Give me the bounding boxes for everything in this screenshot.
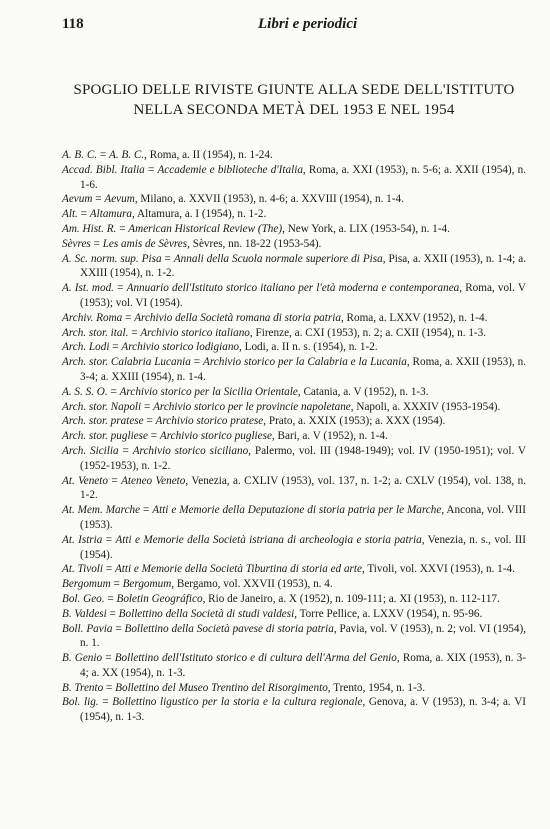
entry-full-title: American Historical Review (The) (128, 222, 283, 235)
entry-separator: = (161, 252, 174, 265)
entry-separator: = (110, 578, 123, 591)
entry-details: , Roma, a. LXXV (1952), n. 1-4. (340, 311, 488, 324)
entry-full-title: Atti e Memorie della Società istriana di archeologia e storia patria (115, 533, 422, 546)
periodical-entry (62, 695, 526, 725)
entry-full-title: Accademie e biblioteche d'Italia (157, 163, 303, 176)
periodical-entry (62, 444, 526, 474)
entry-details: , Prato, a. XXIX (1953); a. XXX (1954). (263, 415, 446, 428)
entry-details: , Milano, a. XXVII (1953), n. 4-6; a. XXVIII (1954), n. 1-4. (134, 193, 404, 206)
entry-full-title: Archivio storico per la Calabria e la Lucania (202, 356, 407, 369)
periodical-entry (62, 400, 526, 415)
entry-full-title: Bollettino ligustico per la storia e la cultura regionale (112, 696, 363, 709)
entry-full-title: Archivio storico italiano (140, 326, 250, 339)
entry-abbreviation: Accad. Bibl. Italia (62, 163, 145, 176)
periodical-entry (62, 577, 526, 592)
entry-abbreviation: A. Ist. mod. (62, 282, 114, 295)
entry-abbreviation: B. Trento (62, 681, 104, 694)
periodical-entry (62, 429, 526, 444)
entry-abbreviation: Arch. stor. ital. (62, 326, 129, 339)
entry-full-title: Archivio storico pratese (155, 415, 264, 428)
entry-abbreviation: A. Sc. norm. sup. Pisa (62, 252, 162, 265)
entry-separator: = (140, 504, 153, 517)
entry-details: , Catania, a. V (1952), n. 1-3. (297, 385, 429, 398)
entry-details: , Palermo, vol. III (1948-1949); vol. IV (1950-1951); vol. V (1952-1953), n. 1-2. (80, 444, 526, 472)
entry-separator: = (128, 326, 141, 339)
periodical-entry (62, 562, 526, 577)
entry-abbreviation: B. Valdesi (62, 607, 107, 620)
entry-details: , Trento, 1954, n. 1-3. (327, 681, 426, 694)
periodical-entry (62, 414, 526, 429)
entry-full-title: Archivio della Società romana di storia patria (134, 311, 341, 324)
entry-details: , Ancona, vol. VIII (1953). (80, 504, 526, 531)
entry-details: , Pavia, vol. V (1953), n. 2; vol. VI (1954), n. 1. (80, 622, 526, 650)
periodical-entry (62, 355, 526, 385)
periodical-entry (62, 622, 526, 652)
entry-details: , Bari, a. V (1952), n. 1-4. (271, 430, 388, 443)
entry-separator: = (118, 444, 133, 457)
entry-details: , Roma, a. II (1954), n. 1-24. (144, 149, 273, 161)
entry-abbreviation: At. Istria (62, 533, 103, 546)
entry-abbreviation: Boll. Pavia (62, 622, 113, 635)
periodical-entry (62, 340, 526, 355)
entry-abbreviation: At. Tivoli (62, 563, 104, 576)
entry-full-title: Bollettino dell'Istituto storico e di cultura dell'Arma del Genio (114, 652, 397, 665)
periodical-entry (62, 592, 526, 607)
entry-separator: = (90, 237, 103, 250)
entry-details: , Venezia, n. s., vol. III (1954). (80, 533, 527, 561)
entry-abbreviation: At. Mem. Marche (62, 504, 141, 517)
entry-details: , Altamura, a. I (1954), n. 1-2. (132, 208, 267, 221)
entry-separator: = (104, 592, 117, 605)
entry-separator: = (112, 622, 125, 635)
entry-details: , Torre Pellice, a. LXXV (1954), n. 95-96. (294, 607, 483, 620)
section-title (62, 80, 526, 120)
entry-separator: = (122, 311, 135, 324)
entry-abbreviation: Am. Hist. R. (62, 222, 117, 235)
entry-full-title: Bollettino della Società di studi valdesi (118, 607, 295, 620)
entry-details: , Roma, a. XIX (1953), n. 3-4; a. XX (1954), n. 1-3. (80, 652, 527, 679)
periodical-entry (62, 222, 526, 237)
entry-abbreviation: Arch. stor. pugliese (62, 430, 148, 443)
entry-details: , Roma, a. XXI (1953), n. 5-6; a. XXII (1954), n. 1-6. (80, 163, 527, 191)
entry-full-title: Atti e Memorie della Società Tiburtina di storia ed arte (114, 563, 362, 576)
entry-separator: = (97, 149, 110, 161)
entry-abbreviation: Arch. Sicilia (62, 444, 119, 457)
entry-full-title: Ateneo Veneto (121, 474, 186, 487)
periodical-entry (62, 681, 526, 696)
entry-separator: = (98, 696, 113, 709)
entry-details: , Venezia, a. CXLIV (1953), vol. 137, n. 1-2; a. CXLV (1954), vol. 138, n. 1-2. (80, 474, 526, 502)
running-title: Libri e periodici (258, 16, 358, 32)
entry-details: , Sèvres, nn. 18-22 (1953-54). (187, 237, 322, 250)
entry-abbreviation: Alt. (62, 208, 78, 221)
entry-full-title: Bergomum (122, 578, 172, 591)
entry-abbreviation: A. S. S. O. (62, 385, 108, 398)
entry-full-title: Atti e Memorie della Deputazione di storia patria per le Marche (152, 504, 442, 517)
entry-full-title: Boletin Geográfico (116, 592, 203, 605)
periodical-entry (62, 326, 526, 341)
entry-full-title: Archivio storico lodigiano (121, 341, 240, 354)
entry-full-title: Bollettino della Società pavese di storia patria (124, 622, 334, 635)
entry-full-title: Bollettino del Museo Trentino del Risorgimento (115, 681, 328, 694)
entry-abbreviation: Bergomum (62, 578, 111, 591)
periodical-entry (62, 607, 526, 622)
page-number: 118 (62, 16, 84, 32)
entry-separator: = (77, 208, 90, 221)
periodical-entry (62, 281, 526, 311)
entry-details: , Lodi, a. II n. s. (1954), n. 1-2. (239, 341, 378, 354)
periodical-entry (62, 237, 526, 252)
entry-separator: = (103, 681, 116, 694)
entry-separator: = (102, 652, 115, 665)
entry-separator: = (147, 430, 160, 443)
entry-details: , Firenze, a. CXI (1953), n. 2; a. CXII (1954), n. 1-3. (249, 326, 487, 339)
periodical-entry (62, 163, 526, 193)
entry-separator: = (113, 282, 127, 295)
entry-details: , Napoli, a. XXXIV (1953-1954). (350, 400, 501, 413)
entry-abbreviation: Archiv. Roma (62, 311, 123, 324)
entry-separator: = (102, 533, 116, 546)
entry-abbreviation: Aevum (62, 193, 93, 206)
entry-abbreviation: At. Veneto (62, 474, 108, 487)
entry-separator: = (107, 474, 122, 487)
entry-separator: = (92, 193, 105, 206)
entry-full-title: Archivio storico per le provincie napoletane (153, 400, 351, 413)
entry-details: , Roma, a. XXII (1953), n. 3-4; a. XXIII (1954), n. 1-4. (80, 356, 527, 383)
entry-abbreviation: A. B. C. (62, 149, 98, 161)
entry-abbreviation: Arch. Lodi (62, 341, 110, 354)
entry-full-title: Annuario dell'Istituto storico italiano per l'età moderna e contemporanea (126, 282, 460, 295)
entry-abbreviation: Bol. Geo. (62, 592, 105, 605)
periodical-entry (62, 148, 526, 163)
entry-separator: = (103, 563, 115, 576)
entry-separator: = (143, 415, 156, 428)
periodical-entry (62, 533, 526, 563)
running-head (62, 14, 526, 36)
entry-details: , Rio de Janeiro, a. X (1952), n. 109-111; a. XI (1953), n. 112-117. (202, 592, 500, 605)
entry-details: , Bergamo, vol. XXVII (1953), n. 4. (171, 578, 333, 591)
entry-abbreviation: Sèvres (62, 237, 91, 250)
periodicals-list (62, 148, 526, 725)
entry-full-title: Aevum (104, 193, 135, 206)
entry-abbreviation: Arch. stor. Napoli (62, 400, 142, 413)
entry-full-title: A. B. C. (109, 149, 145, 161)
entry-separator: = (106, 607, 119, 620)
periodical-entry (62, 474, 526, 504)
entry-full-title: Les amis de Sèvres (102, 237, 188, 250)
periodical-entry (62, 385, 526, 400)
entry-separator: = (141, 400, 154, 413)
entry-abbreviation: Arch. stor. pratese (62, 415, 144, 428)
entry-full-title: Altamura (89, 208, 133, 221)
entry-separator: = (144, 163, 158, 176)
entry-full-title: Annali della Scuola normale superiore di Pisa (173, 252, 383, 265)
periodical-entry (62, 207, 526, 222)
entry-details: , Tivoli, vol. XXVI (1953), n. 1-4. (361, 563, 515, 576)
entry-abbreviation: B. Genio (62, 652, 103, 665)
entry-separator: = (107, 385, 120, 398)
entry-details: , Roma, vol. V (1953); vol. VI (1954). (80, 282, 526, 309)
entry-details: , Pisa, a. XXII (1953), n. 1-4; a. XXIII (1954), n. 1-2. (80, 252, 527, 280)
entry-full-title: Archivio storico per la Sicilia Orientale (119, 385, 298, 398)
periodical-entry (62, 192, 526, 207)
periodical-entry (62, 651, 526, 681)
section-title-line-2: NELLA SECONDA METÀ DEL 1953 E NEL 1954 (133, 102, 455, 118)
periodical-entry (62, 503, 526, 533)
periodical-entry (62, 311, 526, 326)
periodical-entry (62, 252, 526, 282)
entry-separator: = (109, 341, 122, 354)
entry-separator: = (190, 356, 203, 369)
section-title-line-1: SPOGLIO DELLE RIVISTE GIUNTE ALLA SEDE DELL'ISTITUTO (73, 82, 515, 98)
entry-details: , New York, a. LIX (1953-54), n. 1-4. (282, 222, 450, 235)
entry-details: , Genova, a. V (1953), n. 3-4; a. VI (1954), n. 1-3. (80, 696, 526, 724)
entry-separator: = (116, 222, 129, 235)
entry-abbreviation: Arch. stor. Calabria Lucania (62, 356, 191, 369)
entry-full-title: Archivio storico siciliano (132, 444, 249, 457)
entry-abbreviation: Bol. lig. (62, 696, 99, 709)
entry-full-title: Archivio storico pugliese (159, 430, 272, 443)
